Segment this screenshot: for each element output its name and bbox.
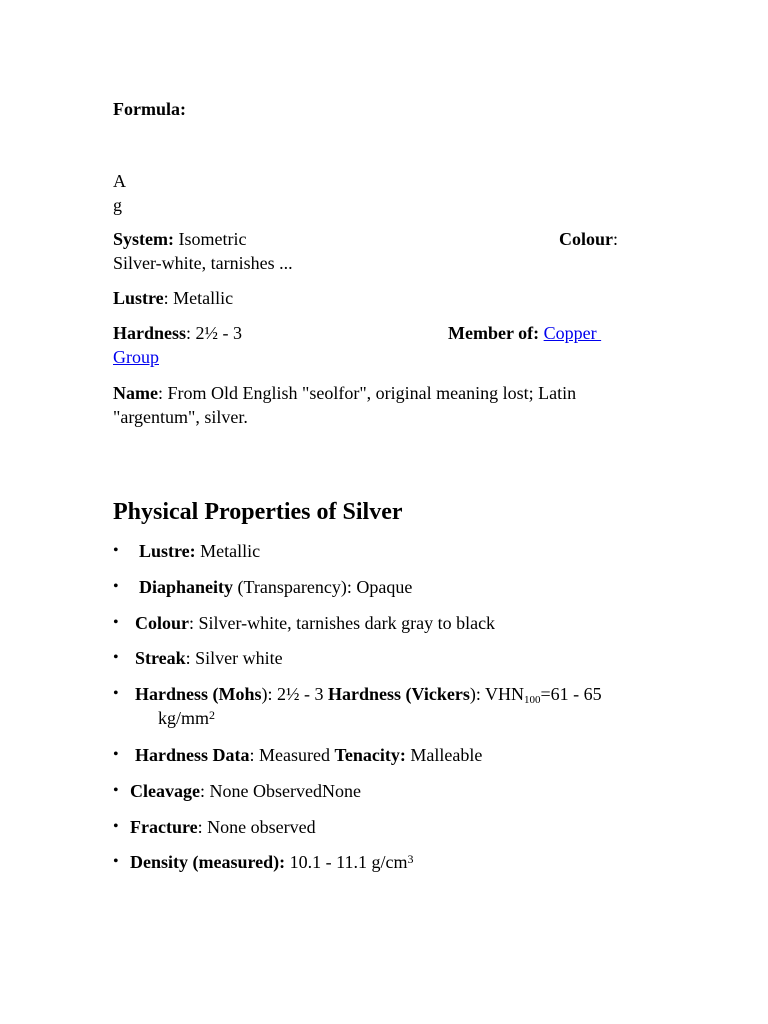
name-value-cont: "argentum", silver. (113, 407, 248, 427)
bullet-icon: • (113, 614, 119, 631)
colour-label: Colour (559, 229, 613, 249)
name-row (113, 381, 576, 405)
copper-group-link-cont[interactable]: Group (113, 347, 159, 367)
name-label: Name (113, 383, 158, 403)
bullet-icon: • (113, 853, 119, 870)
name-value: : From Old English "seolfor", original meaning lost; Latin (157, 383, 577, 403)
formula-value-line1: A (113, 171, 126, 191)
bullet-icon: • (113, 578, 119, 595)
lustre-value: : Metallic (163, 288, 234, 308)
system-value: Isometric (174, 229, 247, 249)
member-of-cell (448, 321, 601, 345)
bullet-icon: • (113, 782, 119, 799)
copper-group-link[interactable]: Copper (543, 323, 602, 343)
member-of-link-cont (113, 345, 159, 369)
hardness-label: Hardness (113, 323, 187, 343)
bullet-icon: • (113, 746, 119, 763)
bullet-icon: • (113, 685, 119, 702)
bullet-icon: • (113, 818, 119, 835)
section-heading: Physical Properties of Silver (113, 499, 403, 525)
hardness-row (113, 321, 242, 345)
lustre-label: Lustre (113, 288, 164, 308)
bullet-icon: • (113, 649, 119, 666)
bullet-icon: • (113, 542, 119, 559)
system-row (113, 227, 246, 251)
hardness-value: : 2½ - 3 (186, 323, 243, 343)
colour-label-cell: Colour: (559, 229, 619, 249)
colour-value: Silver-white, tarnishes ... (113, 253, 293, 273)
formula-value-line2: g (113, 195, 122, 215)
system-label: System: (113, 229, 174, 249)
formula-label: Formula: (113, 99, 186, 119)
lustre-row (113, 286, 233, 310)
member-of-label: Member of: (448, 323, 540, 343)
